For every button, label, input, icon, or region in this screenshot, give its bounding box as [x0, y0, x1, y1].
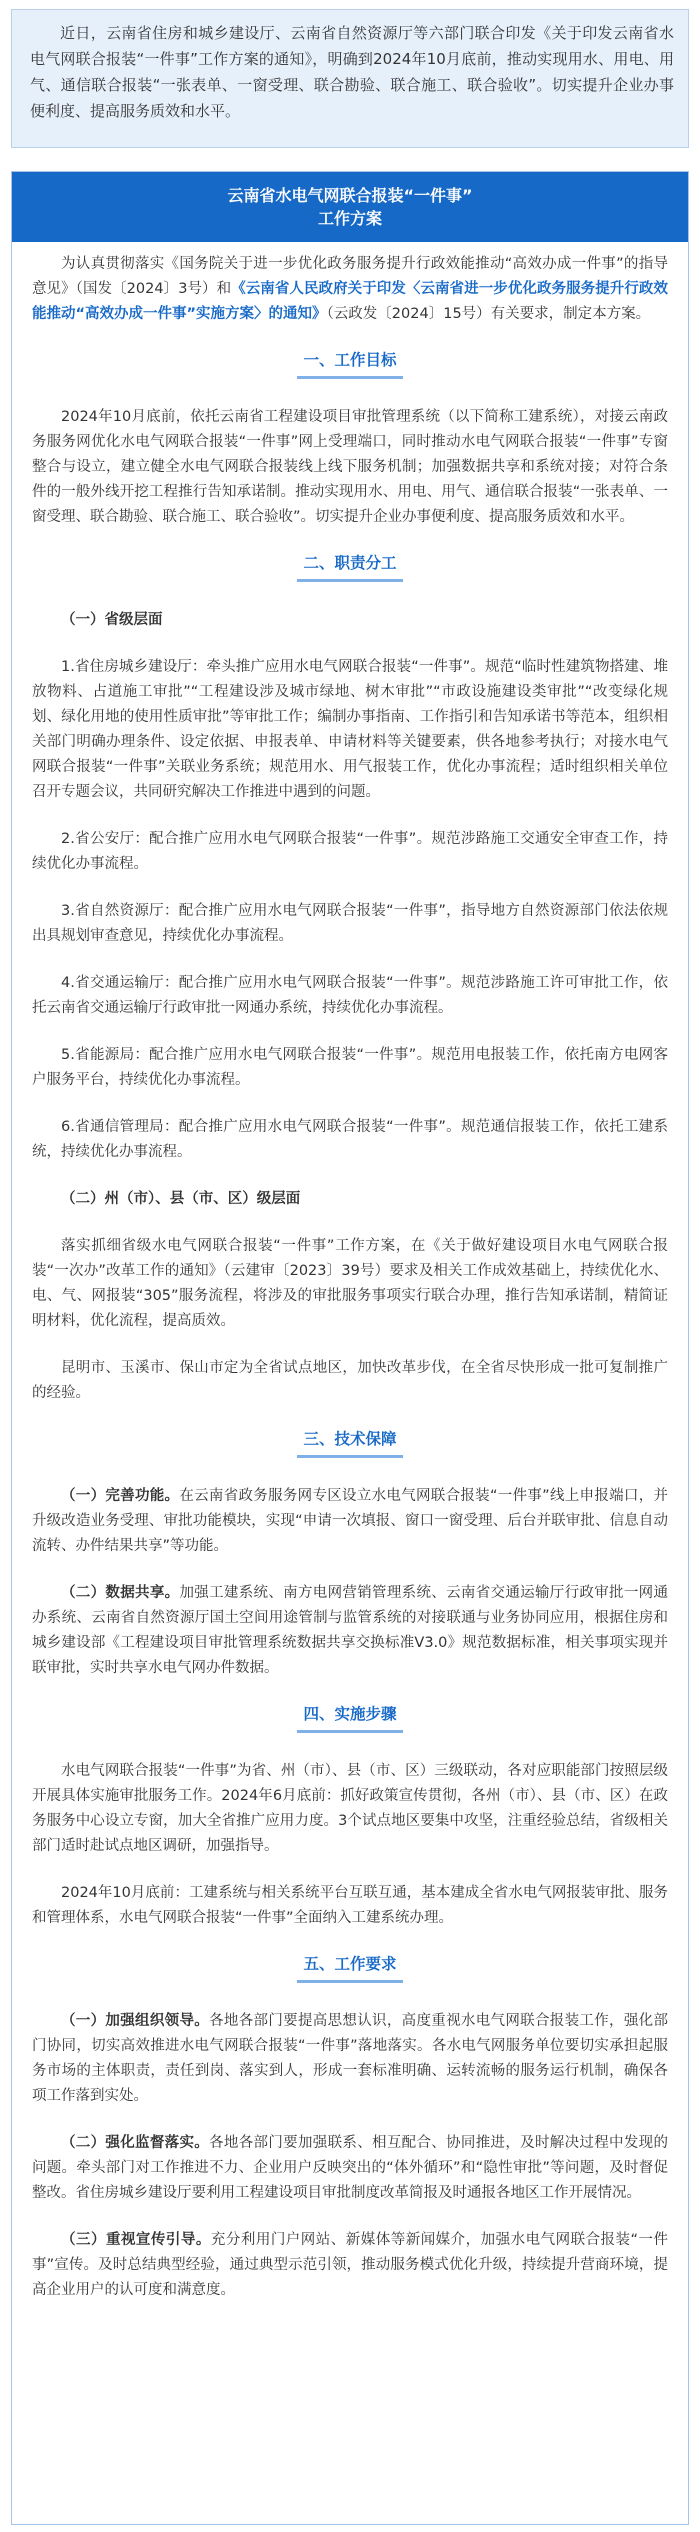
preamble-highlight-link[interactable]: 《云南省人民政府关于印发〈云南省进一步优化政务服务提升行政效能推动“高效办成一件事”实施方案〉的通知》: [32, 281, 668, 322]
section-title-requirements: 五、工作要求: [32, 1953, 668, 1983]
duties-subheading-provincial: （一）省级层面: [61, 612, 163, 628]
duties-paragraph-3: 3.省自然资源厅：配合推广应用水电气网联合报装“一件事”，指导地方自然资源部门依法依规出具规划审查意见，持续优化办事流程。: [32, 903, 668, 944]
tech-lead-2: （二）数据共享。: [61, 1585, 180, 1601]
steps-paragraph-1: 水电气网联合报装“一件事”为省、州（市）、县（市、区）三级联动，各对应职能部门按照层级开展具体实施审批服务工作。2024年6月底前：抓好政策宣传贯彻，各州（市）、县（市、区）在政务服务中心设立专窗，加大全省推广应用力度。3个试点地区要集中攻坚，注重经验总结，省级相关部门适时赴试点地区调研，加强指导。: [32, 1763, 668, 1854]
req-paragraph-2: [32, 2131, 668, 2206]
document-body: [12, 242, 688, 2303]
req-paragraph-1: [32, 2009, 668, 2109]
req-lead-3: （三）重视宣传引导。: [61, 2232, 211, 2248]
intro-paragraph: 近日，云南省住房和城乡建设厅、云南省自然资源厅等六部门联合印发《关于印发云南省水电气网联合报装“一件事”工作方案的通知》，明确到2024年10月底前，推动实现用水、用电、用气、通信联合报装“一张表单、一窗受理、联合勘验、联合施工、联合验收”。切实提升企业办事便利度、提高服务质效和水平。: [30, 24, 674, 120]
duties-paragraph-7: 落实抓细省级水电气网联合报装“一件事”工作方案，在《关于做好建设项目水电气网联合报装“一次办”改革工作的通知》（云建审〔2023〕39号）要求及相关工作成效基础上，持续优化水、电、气、网报装“305”服务流程，将涉及的审批服务事项实行联合办理，推行告知承诺制，精简证明材料，优化流程，提高质效。: [32, 1238, 668, 1329]
tech-paragraph-2: [32, 1581, 668, 1681]
duties-subheading-local: （二）州（市）、县（市、区）级层面: [61, 1191, 301, 1207]
req-text-2: 各地各部门要加强联系、相互配合、协同推进，及时解决过程中发现的问题。牵头部门对工作推进不力、企业用户反映突出的“体外循环”和“隐性审批”等问题，及时督促整改。省住房城乡建设厅要利用工程建设项目审批制度改革简报及时通报各地区工作开展情况。: [32, 2135, 668, 2201]
req-lead-1: （一）加强组织领导。: [61, 2013, 210, 2029]
document-title-line-1: 云南省水电气网联合报装“一件事”: [227, 186, 473, 205]
tech-lead-1: （一）完善功能。: [61, 1488, 180, 1504]
document-header: [12, 172, 688, 242]
section-title-tech: 三、技术保障: [32, 1428, 668, 1458]
duties-paragraph-2: 2.省公安厅：配合推广应用水电气网联合报装“一件事”。规范涉路施工交通安全审查工作，持续优化办事流程。: [32, 831, 668, 872]
req-lead-2: （二）强化监督落实。: [61, 2135, 210, 2151]
duties-paragraph-4: 4.省交通运输厅：配合推广应用水电气网联合报装“一件事”。规范涉路施工许可审批工作，依托云南省交通运输厅行政审批一网通办系统，持续优化办事流程。: [32, 975, 668, 1016]
tech-paragraph-1: [32, 1484, 668, 1559]
preamble-text-a: 为认真贯彻落实《国务院关于进一步优化政务服务提升行政效能推动“高效办成一件事”的指导意见》（国发〔2024〕3号）和: [32, 256, 668, 297]
duties-paragraph-8: 昆明市、玉溪市、保山市定为全省试点地区，加快改革步伐，在全省尽快形成一批可复制推广的经验。: [32, 1360, 668, 1401]
document-title-line-2: 工作方案: [317, 209, 382, 228]
section-title-duties: 二、职责分工: [32, 552, 668, 582]
intro-box: [11, 9, 689, 148]
tech-text-2: 加强工建系统、南方电网营销管理系统、云南省交通运输厅行政审批一网通办系统、云南省自然资源厅国土空间用途管制与监管系统的对接联通与业务协同应用，根据住房和城乡建设部《工程建设项目审批管理系统数据共享交换标准V3.0》规范数据标准，相关事项实现并联审批，实时共享水电气网办件数据。: [32, 1585, 668, 1676]
req-paragraph-3: [32, 2228, 668, 2303]
preamble-paragraph: [32, 252, 668, 327]
steps-paragraph-2: 2024年10月底前：工建系统与相关系统平台互联互通，基本建成全省水电气网报装审批、服务和管理体系，水电气网联合报装“一件事”全面纳入工建系统办理。: [32, 1885, 668, 1926]
section-title-goals: 一、工作目标: [32, 349, 668, 379]
section-title-steps: 四、实施步骤: [32, 1703, 668, 1733]
req-text-1: 各地各部门要提高思想认识，高度重视水电气网联合报装工作，强化部门协同，切实高效推进水电气网联合报装“一件事”落地落实。各水电气网服务单位要切实承担起服务市场的主体职责，责任到岗、落实到人，形成一套标准明确、运转流畅的服务运行机制，确保各项工作落到实处。: [32, 2013, 668, 2104]
preamble-text-b: （云政发〔2024〕15号）有关要求，制定本方案。: [326, 306, 651, 322]
document-panel: [11, 171, 689, 2525]
req-text-3: 充分利用门户网站、新媒体等新闻媒介，加强水电气网联合报装“一件事”宣传。及时总结典型经验，通过典型示范引领，推动服务模式优化升级，持续提升营商环境，提高企业用户的认可度和满意度。: [32, 2232, 668, 2298]
duties-paragraph-6: 6.省通信管理局：配合推广应用水电气网联合报装“一件事”。规范通信报装工作，依托工建系统，持续优化办事流程。: [32, 1119, 668, 1160]
duties-paragraph-1: 1.省住房城乡建设厅：牵头推广应用水电气网联合报装“一件事”。规范“临时性建筑物搭建、堆放物料、占道施工审批”“工程建设涉及城市绿地、树木审批”“市政设施建设类审批”“改变绿化规划、绿化用地的使用性质审批”等审批工作；编制办事指南、工作指引和告知承诺书等范本，组织相关部门明确办理条件、设定依据、申报表单、申请材料等关键要素，供各地参考执行；对接水电气网联合报装“一件事”关联业务系统；规范用水、用气报装工作，优化办事流程；适时组织相关单位召开专题会议，共同研究解决工作推进中遇到的问题。: [32, 659, 668, 800]
goals-paragraph: 2024年10月底前，依托云南省工程建设项目审批管理系统（以下简称工建系统），对接云南政务服务网优化水电气网联合报装“一件事”网上受理端口，同时推动水电气网联合报装“一件事”专窗整合与设立，建立健全水电气网联合报装线上线下服务机制；加强数据共享和系统对接；对符合条件的一般外线开挖工程推行告知承诺制。推动实现用水、用电、用气、通信联合报装“一张表单、一窗受理、联合勘验、联合施工、联合验收”。切实提升企业办事便利度、提高服务质效和水平。: [32, 409, 668, 525]
tech-text-1: 在云南省政务服务网专区设立水电气网联合报装“一件事”线上申报端口，并升级改造业务受理、审批功能模块，实现“申请一次填报、窗口一窗受理、后台并联审批、信息自动流转、办件结果共享”等功能。: [32, 1488, 668, 1554]
duties-paragraph-5: 5.省能源局：配合推广应用水电气网联合报装“一件事”。规范用电报装工作，依托南方电网客户服务平台，持续优化办事流程。: [32, 1047, 668, 1088]
